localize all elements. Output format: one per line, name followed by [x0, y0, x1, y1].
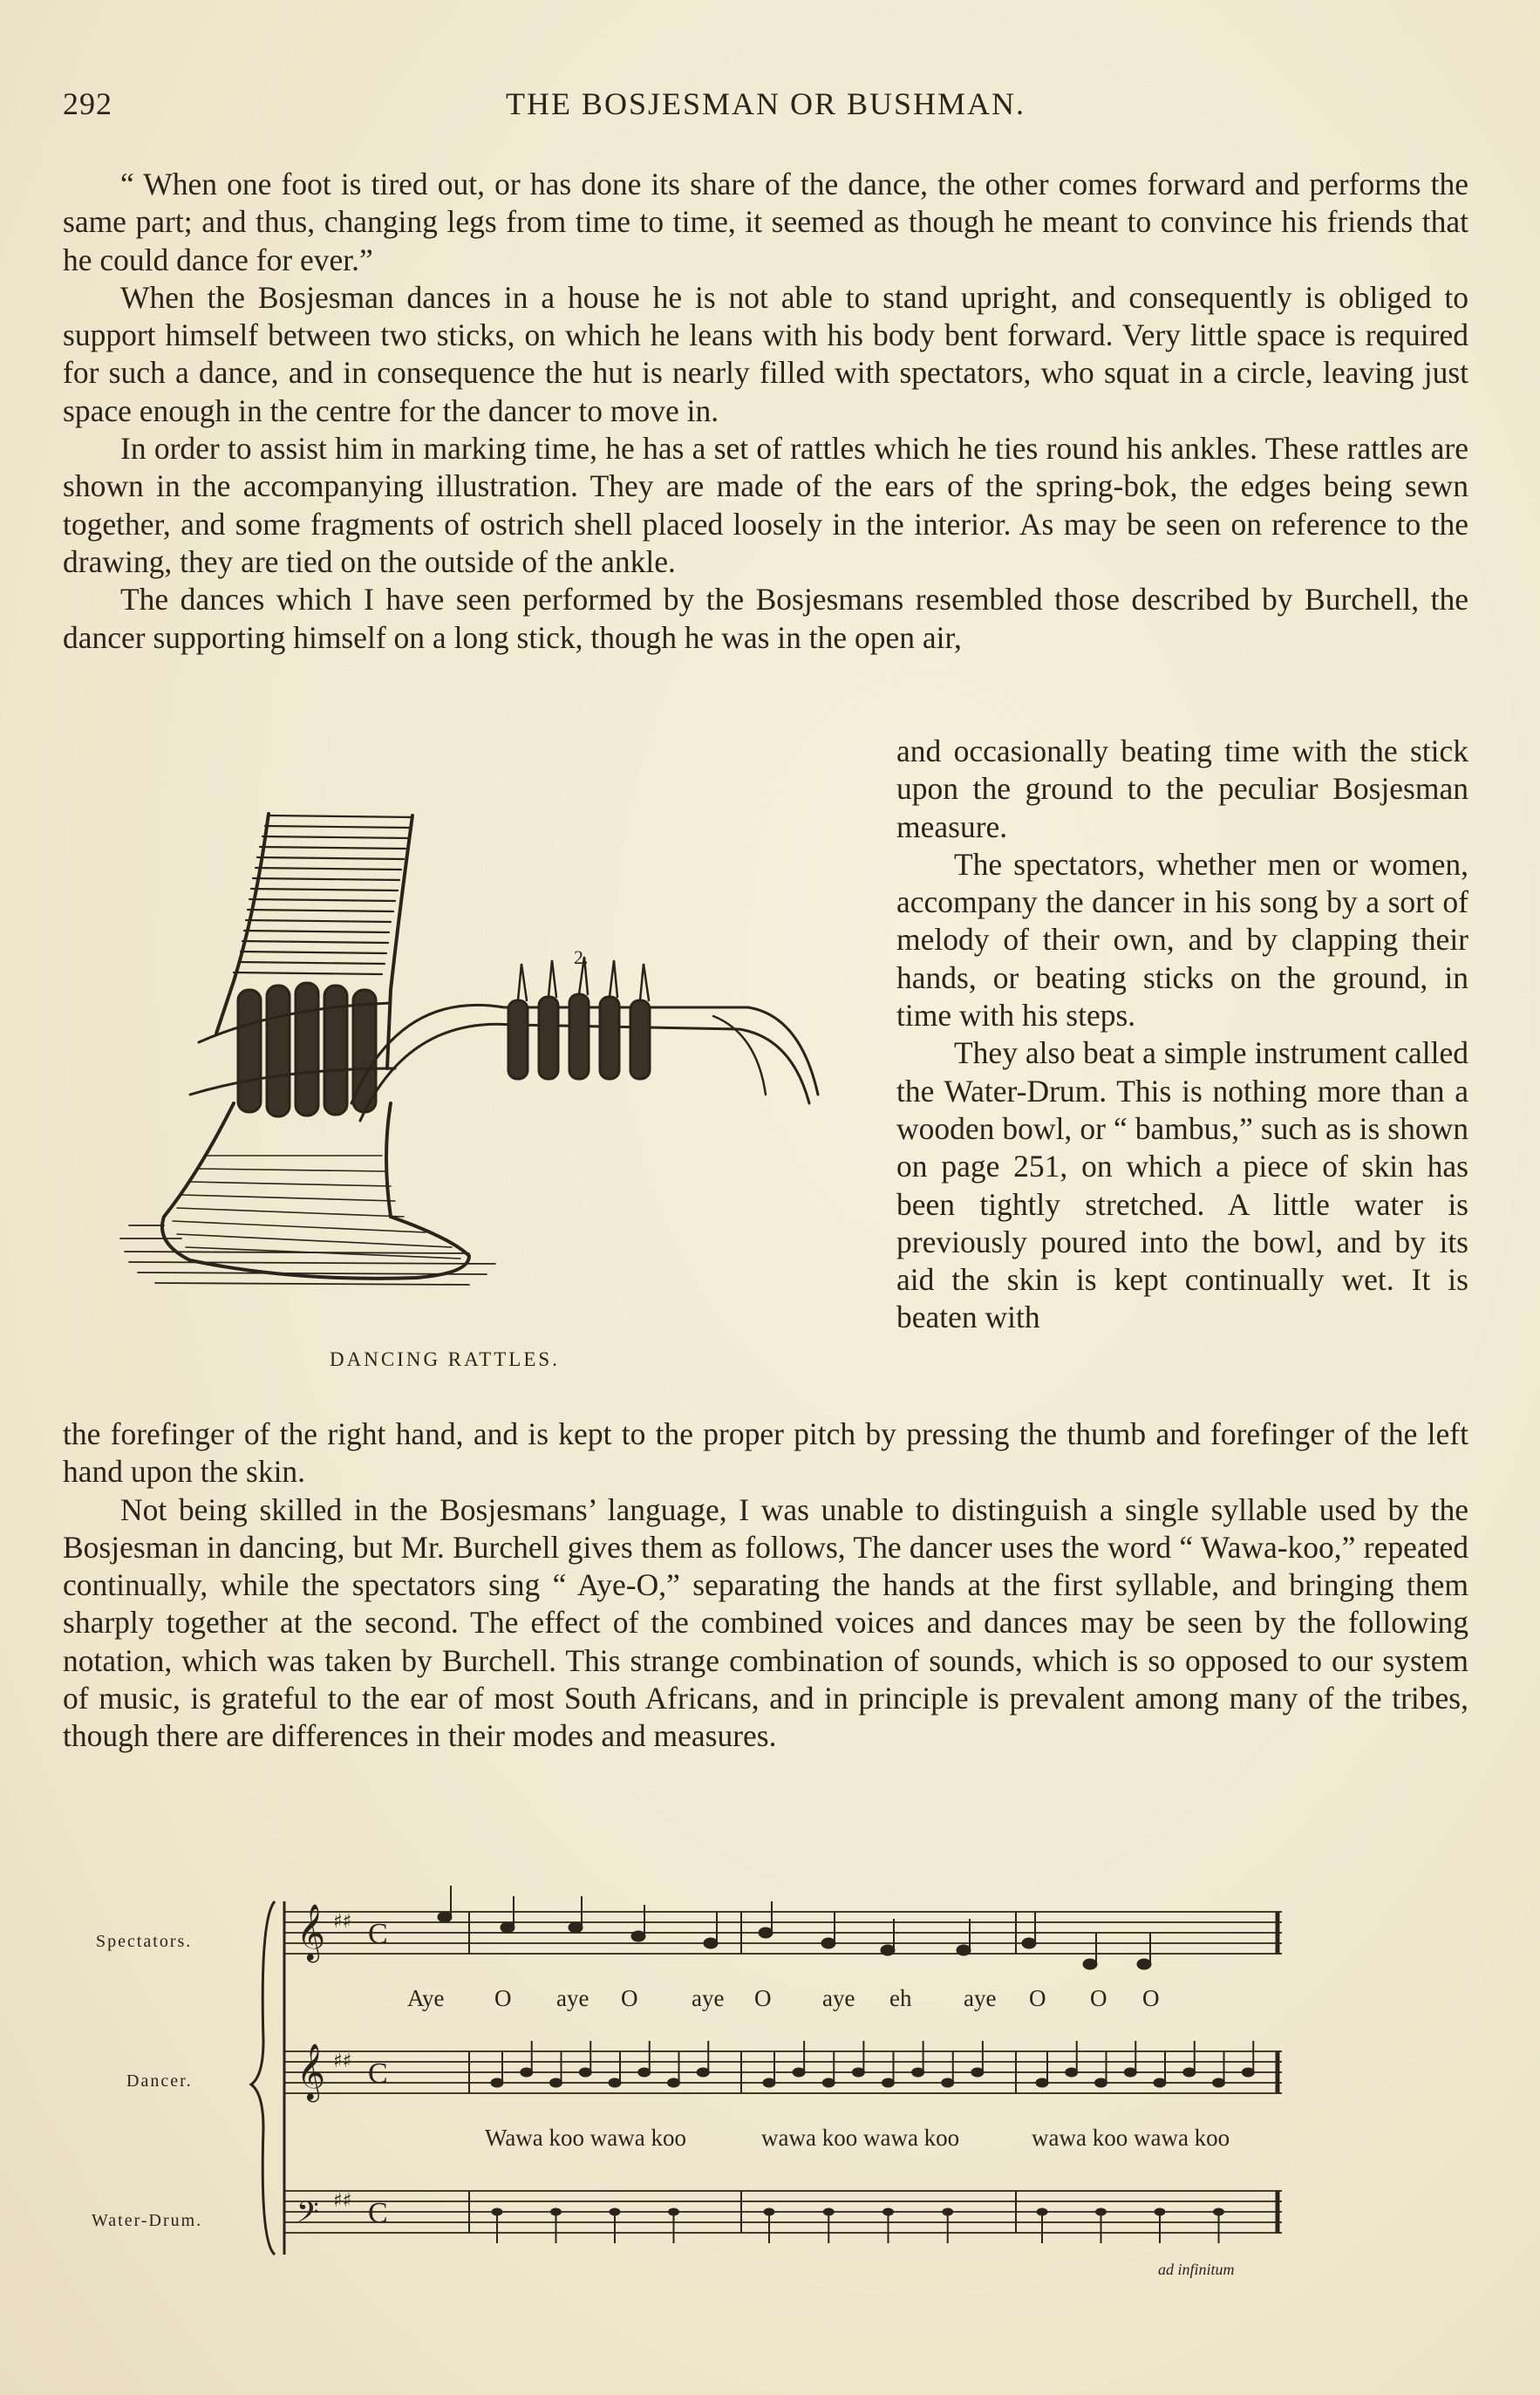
note-head: [957, 1945, 971, 1955]
staff-label-water-drum: Water-Drum.: [92, 2211, 203, 2230]
wrapped-text-block: [896, 733, 1468, 1337]
spectator-lyric: O: [621, 1985, 638, 2011]
bass-clef-icon: 𝄢: [296, 2196, 319, 2236]
drum-note-head: [943, 2208, 953, 2215]
ad-infinitum-mark: ad infinitum: [1158, 2261, 1235, 2278]
spectator-lyric: aye: [822, 1985, 855, 2011]
note-head: [550, 2078, 562, 2087]
note-head: [609, 2078, 621, 2087]
figure-label-number: 2.: [574, 946, 589, 968]
note-head: [852, 2068, 864, 2077]
drum-note-head: [551, 2208, 562, 2215]
note-head: [704, 1938, 718, 1948]
note-head: [1213, 2078, 1225, 2087]
note-head: [881, 1945, 895, 1955]
drum-note-head: [1037, 2208, 1047, 2215]
drum-note-head: [823, 2208, 834, 2215]
drum-note-head: [883, 2208, 894, 2215]
note-head: [821, 1938, 835, 1948]
page-header: [63, 85, 1468, 129]
drum-note-head: [764, 2208, 774, 2215]
note-head: [759, 1928, 773, 1938]
drum-note-head: [492, 2208, 502, 2215]
note-head: [942, 2078, 954, 2087]
paragraph: When the Bosjesman dances in a house he is not able to stand upright, and consequently is obliged to support himself between two sticks, on which he leans with his body bent forward. Very little space is required for such a dance, and in consequence the hut is nearly filled with spectators, who squat in a circle, leaving just space enough in the centre for the dancer to move in.: [63, 279, 1468, 428]
spectator-lyric: aye: [556, 1985, 589, 2011]
paragraph: The spectators, whether men or women, accompany the dancer in his song by a sort of melody of their own, and by clapping their hands, or beating sticks on the ground, in time with his steps.: [896, 846, 1468, 1034]
note-head: [1183, 2068, 1196, 2077]
note-head: [822, 2078, 835, 2087]
paragraph: “ When one foot is tired out, or has done its share of the dance, the other comes forward and performs the same part; and thus, changing legs from time to time, it seemed as though he meant to convince his friends that he could dance for ever.”: [63, 167, 1468, 277]
note-head: [882, 2078, 895, 2087]
note-head: [1022, 1938, 1036, 1948]
note-head: [1083, 1959, 1097, 1969]
spectator-lyric: O: [1142, 1985, 1160, 2011]
drum-note-head: [669, 2208, 679, 2215]
note-head: [697, 2068, 709, 2077]
note-head: [1124, 2068, 1136, 2077]
note-head: [1036, 2078, 1048, 2087]
note-head: [668, 2078, 680, 2087]
note-head: [638, 2068, 651, 2077]
paragraph: They also beat a simple instrument called the Water-Drum. This is nothing more than a wooden bowl, or “ bambus,” such as is shown on page 251, on which a piece of skin has been tightly stretched. A little water is previously poured into the bowl, and by its aid the skin is kept continually wet. It is beaten with: [896, 1035, 1468, 1335]
drum-note-head: [1155, 2208, 1165, 2215]
spectator-lyric: O: [754, 1985, 772, 2011]
drum-note-head: [1214, 2208, 1224, 2215]
key-signature-sharps: ♯♯: [333, 1911, 352, 1933]
treble-clef-icon: 𝄞: [296, 1904, 326, 1961]
top-text-block: [63, 166, 1468, 657]
staff-label-dancer: Dancer.: [126, 2071, 193, 2091]
common-time-symbol: C: [368, 1918, 388, 1950]
note-head: [521, 2068, 533, 2077]
key-signature-sharps: ♯♯: [333, 2050, 352, 2072]
key-signature-sharps: ♯♯: [333, 2190, 352, 2212]
note-head: [579, 2068, 591, 2077]
note-head: [1154, 2078, 1166, 2087]
drum-note-head: [1096, 2208, 1107, 2215]
note-head: [1137, 1959, 1151, 1969]
dancing-rattles-illustration: [103, 807, 835, 1339]
spectator-lyric: Aye: [407, 1985, 445, 2011]
spectator-lyric: aye: [964, 1985, 997, 2011]
note-head: [763, 2078, 775, 2087]
spectator-lyric: O: [494, 1985, 512, 2011]
note-head: [631, 1931, 645, 1941]
dancer-lyric: Wawa koo wawa koo: [485, 2125, 687, 2151]
note-head: [569, 1922, 583, 1933]
paragraph: The dances which I have seen performed by the Bosjesmans resembled those described by Burchell, the dancer supporting himself on a long stick, though he was in the open air,: [63, 582, 1468, 655]
note-head: [1095, 2078, 1107, 2087]
music-notation: [61, 1866, 1491, 2285]
paragraph: the forefinger of the right hand, and is kept to the proper pitch by pressing the thumb and forefinger of the left hand upon the skin.: [63, 1416, 1468, 1490]
bottom-text-block: [63, 1416, 1468, 1756]
spectator-lyric: O: [1029, 1985, 1046, 2011]
spectator-lyric: O: [1090, 1985, 1107, 2011]
common-time-symbol: C: [368, 2197, 388, 2229]
note-head: [912, 2068, 924, 2077]
note-head: [793, 2068, 805, 2077]
note-head: [971, 2068, 984, 2077]
note-head: [491, 2078, 503, 2087]
spectator-lyric: eh: [889, 1985, 912, 2011]
note-head: [501, 1922, 514, 1933]
figure-caption: DANCING RATTLES.: [330, 1348, 560, 1370]
spectator-lyric: aye: [692, 1985, 725, 2011]
note-head: [1066, 2068, 1078, 2077]
note-head: [1242, 2068, 1254, 2077]
treble-clef-icon: 𝄞: [296, 2044, 326, 2100]
paragraph: In order to assist him in marking time, he has a set of rattles which he ties round his ankles. These rattles are shown in the accompanying illustration. They are made of the ears of the spring-bok, the edges being sewn together, and some fragments of ostrich shell placed loosely in the interior. As may be seen on reference to the drawing, they are tied on the outside of the ankle.: [63, 431, 1468, 579]
dancer-lyric: wawa koo wawa koo: [761, 2125, 960, 2151]
page-number: 292: [63, 86, 112, 121]
drum-note-head: [610, 2208, 620, 2215]
staff-label-spectators: Spectators.: [96, 1932, 193, 1951]
paragraph: and occasionally beating time with the stick upon the ground to the peculiar Bosjesman measure.: [896, 734, 1468, 844]
running-title: THE BOSJESMAN OR BUSHMAN.: [505, 86, 1026, 121]
paragraph: Not being skilled in the Bosjesmans’ language, I was unable to distinguish a single syllable used by the Bosjesman in dancing, but Mr. Burchell gives them as follows, The dancer uses the word “ Wawa-koo,” repeated continually, while the spectators sing “ Aye-O,” separating the hands at the first syllable, and bringing them sharply together at the second. The effect of the combined voices and dances may be seen by the following notation, which was taken by Burchell. This strange combination of sounds, which is so opposed to our system of music, is grateful to the ear of most South Africans, and in principle is prevalent among many of the tribes, though there are differences in their modes and measures.: [63, 1491, 1468, 1754]
note-head: [438, 1912, 452, 1922]
common-time-symbol: C: [368, 2057, 388, 2090]
dancer-lyric: wawa koo wawa koo: [1032, 2125, 1230, 2151]
